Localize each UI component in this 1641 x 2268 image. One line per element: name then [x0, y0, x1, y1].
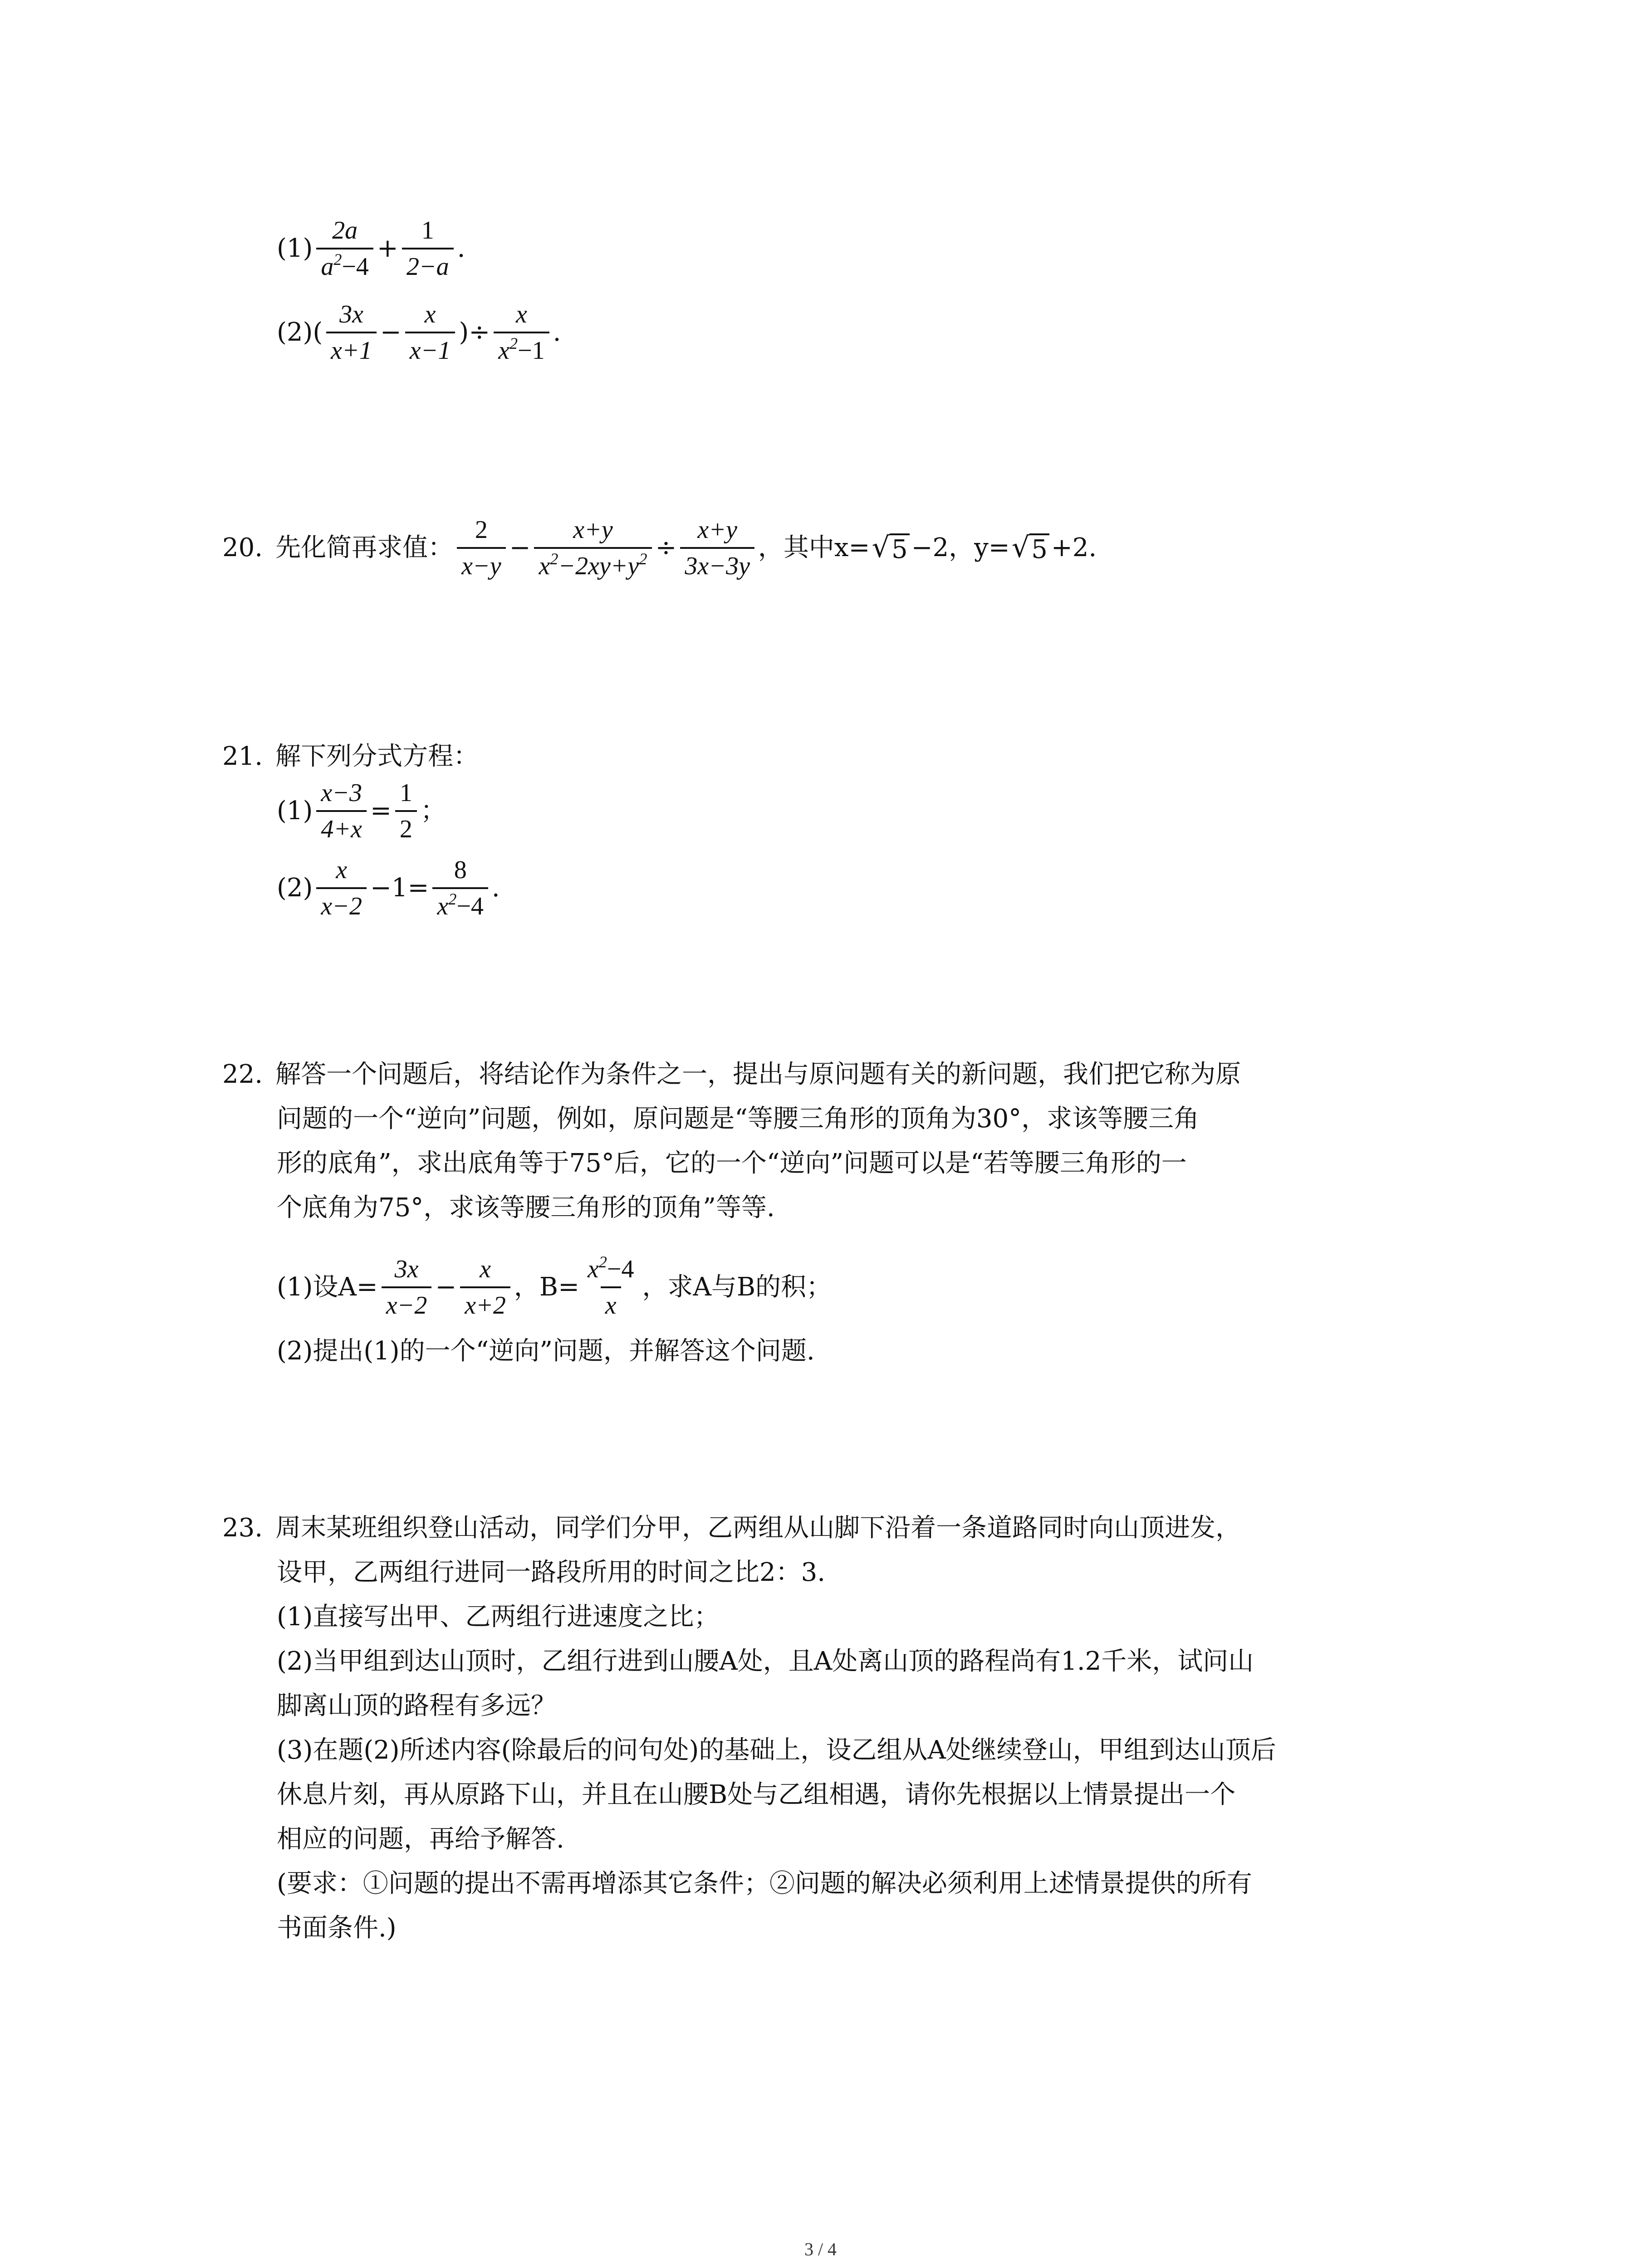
fraction: $\frac{3x}{x-2}$	[382, 1256, 432, 1318]
q20: 20. 先化简再求值： $\frac{2}{x-y}$ − $\frac{x+y}{x^2-2xy+y^2}$ ÷ $\frac{x+y}{3x-3y}$ ，其中x= √ 5 −2，y= √ 5 +2.	[222, 516, 1097, 580]
fraction: $\frac{x+y}{x^2-2xy+y^2}$	[534, 517, 652, 579]
fraction: $\frac{3x}{x+1}$	[326, 302, 377, 363]
fraction: $\frac{2a}{a^2-4}$	[316, 218, 373, 279]
q21-lead: 21. 解下列分式方程：	[222, 742, 479, 771]
q19-part2: (2)( $\frac{3x}{x+1}$ − $\frac{x}{x-1}$ )÷ $\frac{x}{x^2-1}$ .	[277, 300, 561, 365]
fraction: $\frac{x+y}{3x-3y}$	[680, 517, 754, 579]
fraction: $\frac{x}{x^2-1}$	[494, 302, 549, 363]
fraction: $\frac{x-3}{4+x}$	[316, 780, 367, 842]
q22-text: 22. 解答一个问题后，将结论作为条件之一，提出与原问题有关的新问题，我们把它称为原 问题的一个“逆向”问题，例如，原问题是“等腰三角形的顶角为30°，求该等腰三角 形的底角”，求出底角等于75°后，它的一个“逆向”问题可以是“若等腰三角形的一 个底角为75°，求该等腰三角形的顶角”等等.	[222, 1060, 1241, 1222]
fraction: $\frac{x}{x-1}$	[405, 302, 456, 363]
fraction: $\frac{x}{x-2}$	[316, 857, 367, 919]
q22-part2: (2)提出(1)的一个“逆向”问题，并解答这个问题.	[277, 1336, 815, 1366]
fraction: $\frac{x}{x+2}$	[460, 1256, 510, 1318]
page-number: 3 / 4	[804, 2239, 837, 2259]
fraction: $\frac{2}{x-y}$	[457, 517, 506, 579]
q21-part2: (2) $\frac{x}{x-2}$ −1= $\frac{8}{x^2-4}$ .	[277, 856, 500, 920]
q23-text: 23. 周末某班组织登山活动，同学们分甲，乙两组从山脚下沿着一条道路同时向山顶进发， 设甲，乙两组行进同一路段所用的时间之比2：3. (1)直接写出甲、乙两组行进速度之比； (2)当甲组到达山顶时，乙组行进到山腰A处，且A处离山顶的路程尚有1.2千米，试问山 脚离山顶的路程有多远？ (3)在题(2)所述内容(除最后的问句处)的基础上，设乙组从A处继续登山，甲组到达山顶后 休息片刻，再从原路下山，并且在山腰B处与乙组相遇，请你先根据以上情景提出一个 相应的问题，再给予解答. (要求：①问题的提出不需再增添其它条件；②问题的解决必须利用上述情景提供的所有 书面条件.)	[222, 1513, 1276, 1943]
q22-part1: (1)设A= $\frac{3x}{x-2}$ − $\frac{x}{x+2}$ ，B= $\frac{x^2-4}{x}$ ，求A与B的积；	[277, 1253, 832, 1320]
fraction: $\frac{8}{x^2-4}$	[432, 857, 488, 919]
fraction: $\frac{x^2-4}{x}$	[588, 1253, 634, 1320]
sqrt-symbol: √ 5	[1012, 533, 1049, 562]
fraction: $\frac{1}{2-a}$	[402, 218, 454, 279]
fraction: $\frac{1}{2}$	[395, 780, 417, 842]
q21-part1: (1) $\frac{x-3}{4+x}$ = $\frac{1}{2}$ ；	[277, 779, 446, 843]
q19-part1: (1) $\frac{2a}{a^2-4}$ + $\frac{1}{2-a}$ .	[277, 216, 465, 281]
sqrt-symbol: √ 5	[872, 533, 909, 562]
